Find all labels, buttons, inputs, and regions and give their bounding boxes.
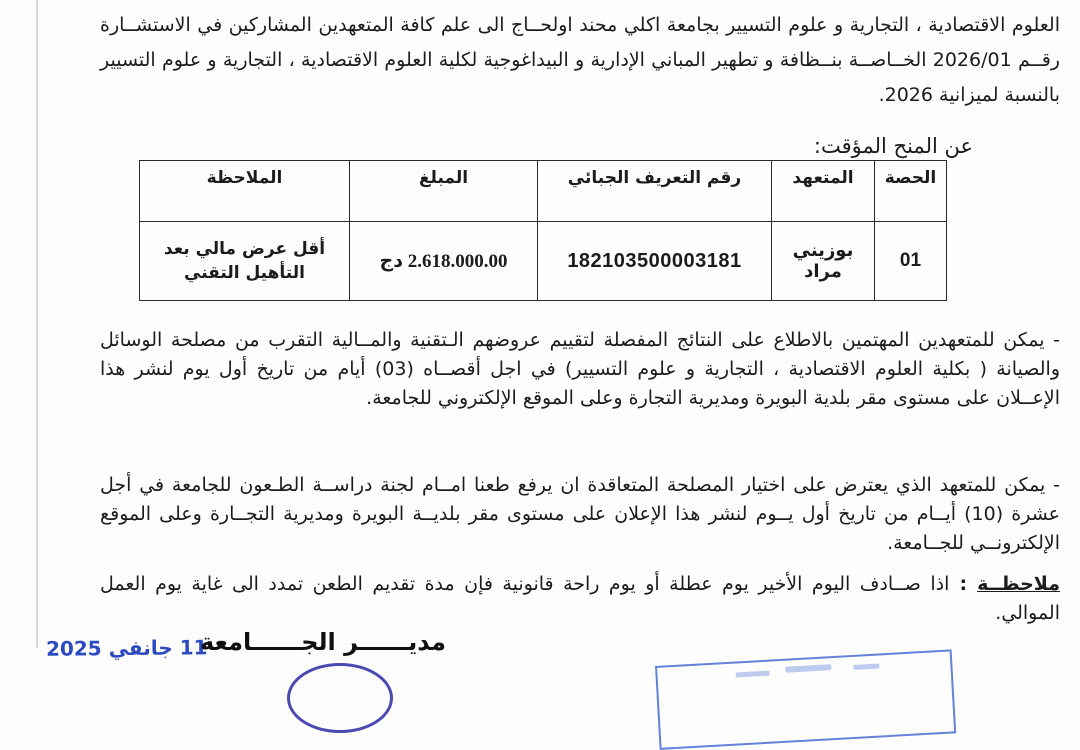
cell-tax-id: 182103500003181 [538, 222, 772, 301]
note-label: ملاحظــة [977, 573, 1060, 595]
table-row [140, 222, 947, 301]
stamp-ink-mark [785, 664, 831, 673]
date-stamp: 11 جانفي 2025 [45, 635, 208, 661]
scan-fold-line [36, 0, 38, 648]
paragraph-appeal: - يمكن للمتعهد الذي يعترض على اختيار المصلحة المتعاقدة ان يرفع طعنا امــام لجنة دراســة الطـعون للجامعة في أجل عشرة (10) أيــام من تاريخ أول يــوم لنشر هذا الإعلان على مستوى مقر بلديــة البويرة ومديرية التجــارة وعلى الموقع الإلكترونــي للجــامعة. [100, 474, 1060, 554]
intro-paragraph: العلوم الاقتصادية ، التجارية و علوم التسيير بجامعة اكلي محند اولحــاج الى علم كافة المتعهدين المشاركين في الاستشــارة رقــم 2026/01 الخــاصــة بنــظافة و تطهير المباني الإدارية و البيداغوجية لكلية العلوم الاقتصادية ، التجارية و علوم التسيير بالنسبة لميزانية 2026. [100, 14, 1060, 106]
cell-lot-number: 01 [875, 222, 947, 301]
director-title: مديــــــر الجــــــامعة [200, 628, 446, 656]
round-stamp-shape [287, 663, 393, 733]
cell-bidder-name: بوزيني مراد [772, 222, 875, 301]
award-heading: عن المنح المؤقت: [813, 134, 973, 158]
header-tax-id: رقم التعريف الجبائي [538, 161, 772, 222]
cell-remark: أقل عرض مالي بعد التأهيل التقني [140, 222, 350, 301]
rect-stamp-shape [655, 649, 956, 749]
header-amount: المبلغ [350, 161, 538, 222]
header-remark: الملاحظة [140, 161, 350, 222]
note-separator: : [949, 573, 978, 595]
stamp-ink-mark [853, 663, 879, 669]
header-bidder: المتعهد [772, 161, 875, 222]
header-lot: الحصة [875, 161, 947, 222]
stamp-ink-mark [735, 671, 769, 678]
award-results-table [139, 160, 947, 301]
note-text: اذا صــادف اليوم الأخير يوم عطلة أو يوم راحة قانونية فإن مدة تقديم الطعن تمدد الى غاية يوم العمل الموالي. [100, 573, 1060, 624]
cell-amount: 2.618.000.00 دج [350, 222, 538, 301]
note-paragraph [100, 570, 1060, 628]
table-header-row [140, 161, 947, 222]
paragraph-results-access: - يمكن للمتعهدين المهتمين بالاطلاع على النتائج المفصلة لتقييم عروضهم الـتقنية والمــالية التقرب من مصلحة الوسائل والصيانة ( بكلية العلوم الاقتصادية ، التجارية و علوم التسيير) في اجل أقصــاه (03) أيام من تاريخ أول يوم لنشر هذا الإعــلان على مستوى مقر بلدية البويرة ومديرية التجارة وعلى الموقع الإلكتروني للجامعة. [100, 329, 1060, 409]
